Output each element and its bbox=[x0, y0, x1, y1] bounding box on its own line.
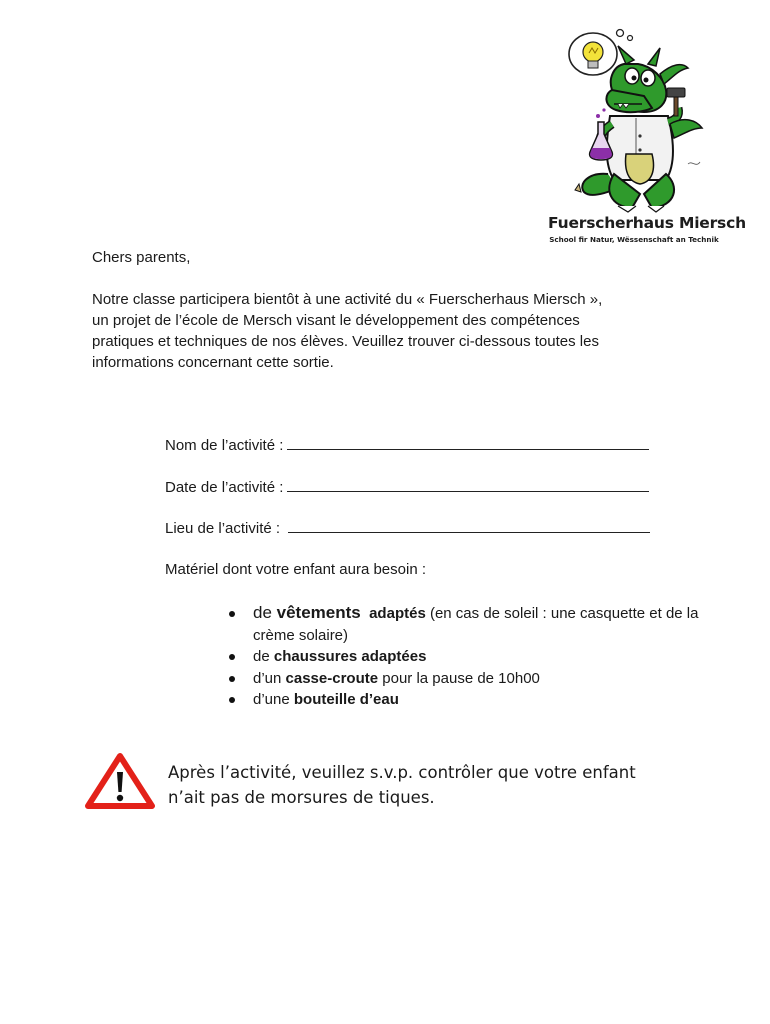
warning-message bbox=[168, 760, 688, 810]
list-item bbox=[226, 646, 706, 668]
activity-date-field bbox=[165, 477, 649, 498]
warning-line: n’ait pas de morsures de tiques. bbox=[168, 788, 435, 807]
item-suffix: pour la pause de 10h00 bbox=[378, 669, 540, 687]
activity-date-blank-line[interactable] bbox=[287, 477, 649, 492]
list-item bbox=[226, 689, 706, 711]
activity-date-label: Date de l’activité : bbox=[165, 479, 284, 496]
activity-place-field bbox=[165, 518, 650, 539]
item-prefix: de bbox=[253, 648, 274, 665]
greeting: Chers parents, bbox=[92, 249, 191, 266]
fuerscherhaus-logo bbox=[548, 24, 746, 250]
activity-place-label: Lieu de l’activité : bbox=[165, 520, 281, 537]
activity-name-field bbox=[165, 435, 649, 456]
item-bold: chaussures adaptées bbox=[273, 648, 427, 665]
item-prefix: d’un bbox=[253, 669, 286, 687]
activity-place-blank-line[interactable] bbox=[288, 518, 650, 533]
intro-paragraph bbox=[92, 289, 682, 373]
item-bold: adaptés bbox=[369, 605, 426, 622]
warning-triangle-icon bbox=[84, 752, 156, 810]
intro-line: Notre classe participera bientôt à une activité du « Fuerscherhaus Miersch », bbox=[92, 291, 603, 308]
intro-line: un projet de l’école de Mersch visant le développement des compétences bbox=[92, 312, 580, 329]
logo-title: Fuerscherhaus Miersch bbox=[548, 214, 746, 232]
list-item bbox=[226, 668, 706, 690]
materials-heading: Matériel dont votre enfant aura besoin : bbox=[165, 561, 426, 578]
item-suffix: (en cas de soleil : une casquette et de la crème solaire) bbox=[253, 605, 699, 644]
item-prefix: d’une bbox=[253, 691, 294, 708]
activity-name-blank-line[interactable] bbox=[287, 435, 649, 450]
list-item bbox=[226, 602, 706, 646]
item-prefix: de bbox=[253, 603, 277, 622]
item-bold: casse-croute bbox=[285, 669, 379, 687]
logo-subtitle: School fir Natur, Wëssenschaft an Technik bbox=[549, 235, 719, 244]
materials-list bbox=[226, 602, 706, 711]
activity-name-label: Nom de l’activité : bbox=[165, 437, 284, 454]
dragon-mascot-image bbox=[548, 24, 720, 214]
item-bold: vêtements bbox=[276, 603, 361, 622]
warning-line: Après l’activité, veuillez s.v.p. contrôler que votre enfant bbox=[168, 763, 636, 782]
item-bold: bouteille d’eau bbox=[293, 691, 399, 708]
intro-line: informations concernant cette sortie. bbox=[92, 354, 334, 371]
intro-line: pratiques et techniques de nos élèves. Veuillez trouver ci-dessous toutes les bbox=[92, 333, 599, 350]
